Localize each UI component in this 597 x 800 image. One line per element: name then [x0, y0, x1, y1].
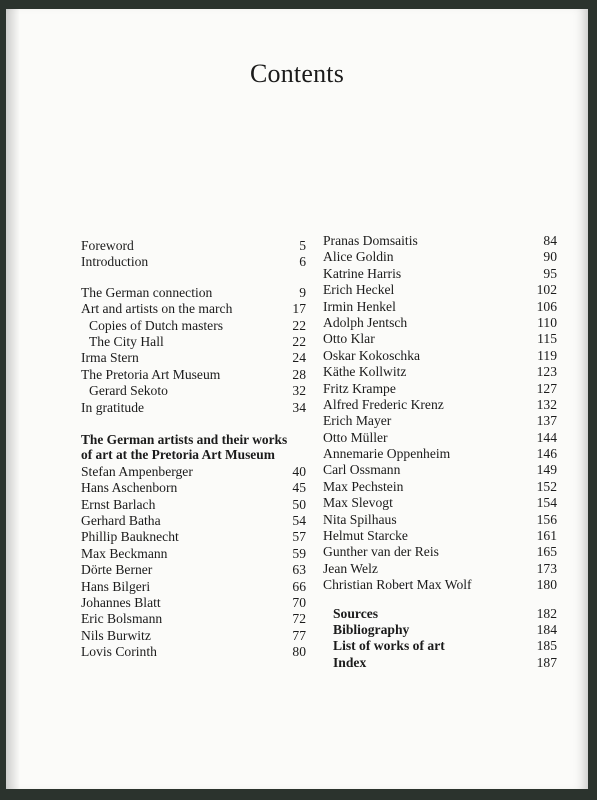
toc-entry — [81, 400, 306, 416]
toc-subentry — [81, 383, 306, 399]
entry-title: The German connection — [81, 284, 213, 300]
toc-entry — [323, 266, 563, 282]
entry-title: Johannes Blatt — [81, 595, 161, 611]
entry-title: Gerhard Batha — [81, 513, 161, 529]
contents-column-right — [323, 233, 563, 671]
toc-entry — [81, 513, 306, 529]
entry-page: 184 — [536, 621, 557, 637]
toc-entry — [323, 479, 563, 495]
entry-page: 110 — [537, 314, 557, 330]
entry-page: 95 — [543, 265, 557, 281]
entry-page: 5 — [299, 238, 306, 253]
entry-title: Hans Aschenborn — [81, 480, 178, 496]
toc-entry-back-matter — [323, 638, 563, 654]
toc-entry — [81, 529, 306, 545]
toc-entry-back-matter — [323, 655, 563, 671]
entry-page: 59 — [292, 545, 306, 561]
entry-title: The City Hall — [89, 333, 164, 349]
entry-page: 127 — [536, 380, 557, 396]
toc-entry — [323, 249, 563, 265]
entry-page: 54 — [292, 513, 306, 529]
entry-page: 102 — [536, 282, 557, 298]
entry-page: 187 — [536, 654, 557, 670]
entry-page: 17 — [292, 301, 306, 317]
toc-entry — [81, 285, 306, 301]
section-heading-line: of art at the Pretoria Art Museum — [81, 447, 275, 463]
entry-title: Stefan Ampenberger — [81, 463, 193, 479]
entry-title: Carl Ossmann — [323, 462, 401, 478]
section-heading — [81, 432, 306, 463]
entry-title: Gerard Sekoto — [89, 383, 168, 399]
toc-entry — [81, 628, 306, 644]
toc-entry — [81, 497, 306, 513]
entry-title: Adolph Jentsch — [323, 314, 408, 330]
section-heading-line: The German artists and their works — [81, 431, 288, 447]
toc-entry — [323, 233, 563, 249]
entry-title: Gunther van der Reis — [323, 544, 439, 560]
entry-title: Christian Robert Max Wolf — [323, 577, 472, 593]
entry-title: In gratitude — [81, 399, 145, 415]
entry-page: 45 — [292, 480, 306, 496]
entry-page: 152 — [536, 478, 557, 494]
entry-title: Nils Burwitz — [81, 627, 151, 643]
toc-entry — [323, 430, 563, 446]
entry-title: Foreword — [81, 238, 134, 253]
page-title: Contents — [249, 59, 345, 88]
entry-page: 80 — [292, 644, 306, 660]
entry-page: 50 — [292, 496, 306, 512]
entry-page: 90 — [543, 249, 557, 265]
entry-page: 180 — [536, 577, 557, 593]
section-gap — [81, 416, 306, 432]
entry-title: Käthe Kollwitz — [323, 364, 407, 380]
entry-page: 6 — [299, 254, 306, 270]
entry-title: Max Beckmann — [81, 545, 168, 561]
contents-column-left — [81, 238, 306, 661]
toc-entry — [81, 611, 306, 627]
entry-page: 154 — [536, 495, 557, 511]
entry-page: 146 — [536, 446, 557, 462]
toc-entry — [323, 495, 563, 511]
section-gap — [81, 271, 306, 285]
entry-page: 57 — [292, 529, 306, 545]
entry-title: Otto Müller — [323, 429, 388, 445]
entry-title: Introduction — [81, 254, 149, 270]
toc-entry — [323, 462, 563, 478]
entry-page: 77 — [292, 627, 306, 643]
toc-subentry — [81, 334, 306, 350]
toc-entry — [323, 348, 563, 364]
entry-title: Katrine Harris — [323, 265, 402, 281]
entry-page: 106 — [536, 298, 557, 314]
entry-page: 182 — [536, 605, 557, 621]
toc-entry — [81, 238, 306, 254]
toc-entry — [81, 480, 306, 496]
entry-title: Index — [333, 654, 367, 670]
entry-page: 22 — [292, 333, 306, 349]
toc-entry — [323, 299, 563, 315]
entry-title: Lovis Corinth — [81, 644, 157, 660]
entry-page: 173 — [536, 560, 557, 576]
toc-entry — [323, 561, 563, 577]
toc-entry — [323, 413, 563, 429]
toc-entry — [323, 282, 563, 298]
entry-page: 144 — [536, 429, 557, 445]
entry-page: 185 — [536, 638, 557, 654]
entry-title: List of works of art — [333, 638, 445, 654]
toc-entry — [323, 544, 563, 560]
entry-page: 24 — [292, 350, 306, 366]
entry-page: 132 — [536, 396, 557, 412]
toc-entry — [81, 644, 306, 660]
entry-title: Erich Heckel — [323, 282, 395, 298]
entry-title: Copies of Dutch masters — [89, 317, 224, 333]
entry-page: 119 — [537, 347, 557, 363]
entry-title: Hans Bilgeri — [81, 578, 151, 594]
toc-entry — [81, 579, 306, 595]
entry-page: 123 — [536, 364, 557, 380]
entry-page: 32 — [292, 383, 306, 399]
toc-entry — [323, 364, 563, 380]
entry-title: Oskar Kokoschka — [323, 347, 421, 363]
entry-title: Annemarie Oppenheim — [323, 446, 451, 462]
entry-title: Ernst Barlach — [81, 496, 156, 512]
toc-entry — [81, 254, 306, 270]
toc-entry — [323, 381, 563, 397]
entry-page: 66 — [292, 578, 306, 594]
entry-page: 115 — [537, 331, 557, 347]
entry-page: 28 — [292, 366, 306, 382]
entry-title: Irmin Henkel — [323, 298, 396, 314]
entry-page: 156 — [536, 511, 557, 527]
toc-entry — [323, 446, 563, 462]
toc-entry — [81, 464, 306, 480]
entry-page: 70 — [292, 595, 306, 611]
toc-entry-back-matter — [323, 622, 563, 638]
toc-entry — [323, 315, 563, 331]
entry-page: 72 — [292, 611, 306, 627]
entry-page: 137 — [536, 413, 557, 429]
entry-title: The Pretoria Art Museum — [81, 366, 221, 382]
entry-title: Max Pechstein — [323, 478, 404, 494]
entry-page: 40 — [292, 463, 306, 479]
toc-entry — [323, 528, 563, 544]
entry-title: Alice Goldin — [323, 249, 394, 265]
entry-title: Jean Welz — [323, 560, 378, 576]
toc-entry — [323, 577, 563, 593]
toc-entry — [81, 367, 306, 383]
toc-entry — [323, 512, 563, 528]
toc-entry — [81, 562, 306, 578]
toc-entry — [81, 350, 306, 366]
entry-title: Fritz Krampe — [323, 380, 396, 396]
entry-page: 9 — [299, 284, 306, 300]
toc-entry — [81, 546, 306, 562]
entry-page: 34 — [292, 399, 306, 415]
entry-title: Max Slevogt — [323, 495, 393, 511]
entry-title: Helmut Starcke — [323, 528, 408, 544]
entry-page: 149 — [536, 462, 557, 478]
toc-entry — [81, 595, 306, 611]
toc-entry — [323, 331, 563, 347]
entry-title: Irma Stern — [81, 350, 139, 366]
toc-entry-back-matter — [323, 606, 563, 622]
entry-title: Otto Klar — [323, 331, 375, 347]
toc-subentry — [81, 318, 306, 334]
entry-page: 22 — [292, 317, 306, 333]
entry-title: Dörte Berner — [81, 562, 153, 578]
entry-title: Pranas Domsaitis — [323, 233, 418, 248]
section-gap — [323, 594, 563, 606]
entry-title: Nita Spilhaus — [323, 511, 397, 527]
toc-entry — [81, 301, 306, 317]
entry-title: Eric Bolsmann — [81, 611, 163, 627]
entry-page: 63 — [292, 562, 306, 578]
toc-entry — [323, 397, 563, 413]
entry-page: 161 — [536, 528, 557, 544]
book-page — [6, 9, 588, 789]
entry-title: Art and artists on the march — [81, 301, 233, 317]
entry-title: Erich Mayer — [323, 413, 392, 429]
spine-shadow — [6, 9, 20, 789]
entry-title: Phillip Bauknecht — [81, 529, 179, 545]
entry-page: 84 — [543, 233, 557, 248]
entry-title: Sources — [333, 605, 379, 621]
entry-page: 165 — [536, 544, 557, 560]
entry-title: Alfred Frederic Krenz — [323, 396, 444, 412]
entry-title: Bibliography — [333, 621, 410, 637]
